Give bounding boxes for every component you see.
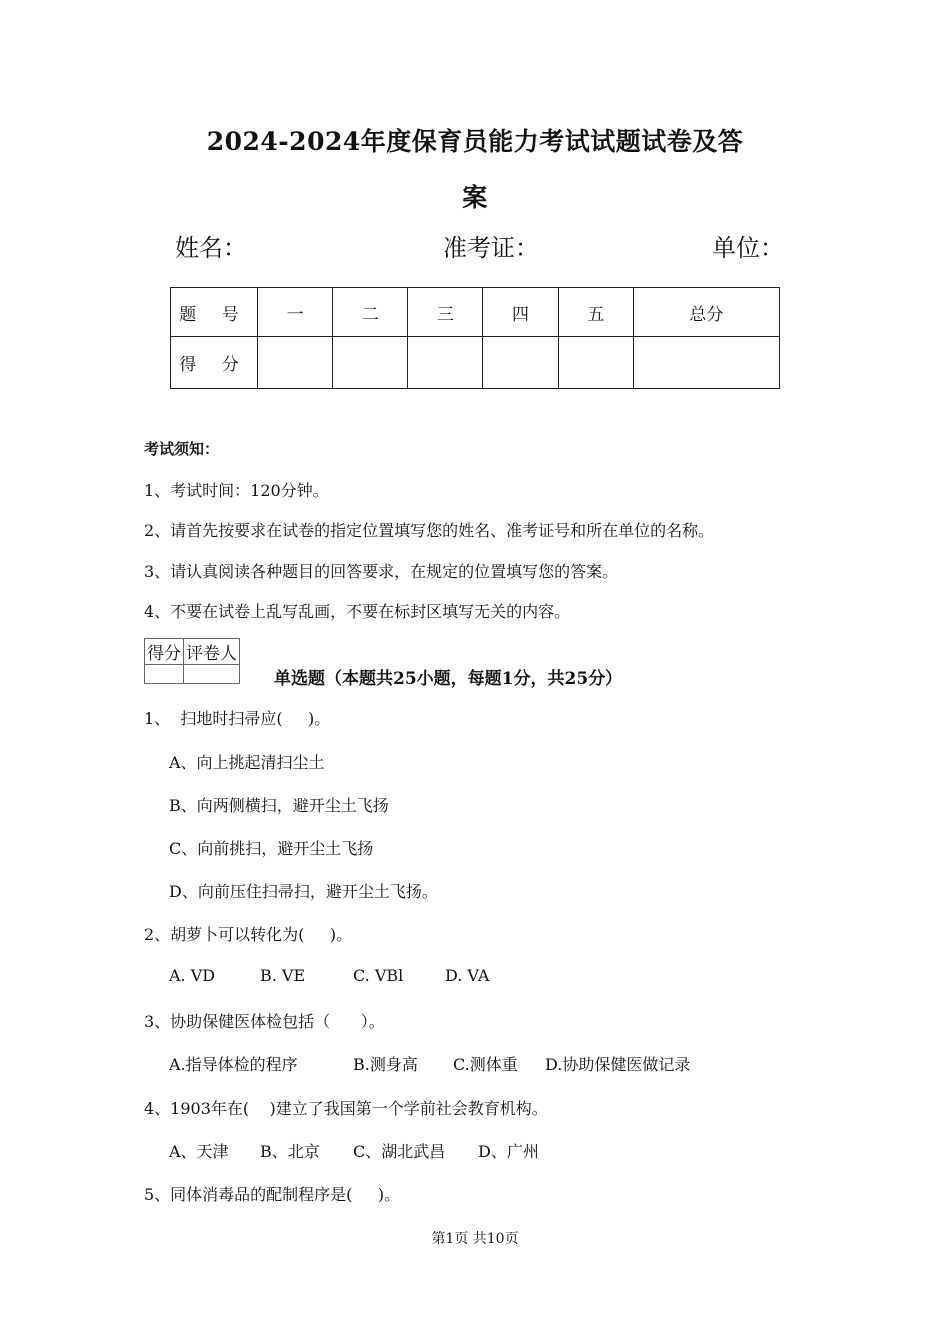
grader-box [144,638,240,684]
question-stem: 5、同体消毒品的配制程序是( )。 [144,1185,401,1204]
document-title-line1: 2024-2024年度保育员能力考试试题试卷及答 [206,127,744,156]
score-header-cell: 总分 [633,288,779,337]
option-b: B、北京 [260,1142,320,1161]
page-footer: 第1页 共10页 [431,1231,519,1247]
document-title-line2: 案 [462,183,488,212]
grader-name-cell[interactable] [184,665,240,684]
notice-item: 4、不要在试卷上乱写乱画，不要在标封区填写无关的内容。 [144,602,571,621]
option-a: A、向上挑起清扫尘土 [169,753,325,772]
option-b: B.测身高 [353,1055,418,1074]
name-field-label: 姓名： [175,234,247,262]
notice-item: 2、请首先按要求在试卷的指定位置填写您的姓名、准考证号和所在单位的名称。 [144,521,715,540]
notice-item: 3、请认真阅读各种题目的回答要求，在规定的位置填写您的答案。 [144,562,619,581]
notice-item: 1、考试时间：120分钟。 [144,481,329,500]
score-table [170,287,780,389]
section-title: 单选题（本题共25小题，每题1分，共25分） [274,669,623,689]
exam-id-field-label: 准考证： [443,234,539,262]
score-header-cell: 一 [258,288,333,337]
score-cell[interactable] [408,337,483,389]
grader-score-cell[interactable] [145,665,184,684]
option-c: C、向前挑扫，避开尘土飞扬 [169,839,374,858]
option-b: B、向两侧横扫，避开尘土飞扬 [169,796,389,815]
option-d: D. VA [445,966,490,985]
option-a: A.指导体检的程序 [169,1055,298,1074]
option-c: C、湖北武昌 [353,1142,446,1161]
score-cell[interactable] [483,337,558,389]
option-b: B. VE [260,966,306,985]
score-header-cell: 五 [558,288,633,337]
score-label: 得 分 [171,337,258,389]
notice-heading: 考试须知： [144,440,220,458]
option-c: C. VBl [353,966,404,985]
score-cell[interactable] [258,337,333,389]
grader-score-label: 得分 [145,639,184,665]
option-a: A、天津 [169,1142,229,1161]
score-table-header-row [171,288,780,337]
question-number-label: 题 号 [171,288,258,337]
score-header-cell: 三 [408,288,483,337]
option-a: A. VD [169,966,216,985]
score-cell[interactable] [558,337,633,389]
question-stem: 1、 扫地时扫帚应( )。 [144,709,331,728]
score-table-score-row [171,337,780,389]
question-stem: 4、1903年在( )建立了我国第一个学前社会教育机构。 [144,1099,548,1118]
option-d: D、广州 [478,1142,539,1161]
score-cell[interactable] [633,337,779,389]
option-c: C.测体重 [453,1055,518,1074]
question-stem: 3、协助保健医体检包括（ ）。 [144,1012,385,1031]
question-stem: 2、胡萝卜可以转化为( )。 [144,925,353,944]
score-cell[interactable] [333,337,408,389]
score-header-cell: 四 [483,288,558,337]
grader-name-label: 评卷人 [184,639,240,665]
unit-field-label: 单位： [712,234,784,262]
score-header-cell: 二 [333,288,408,337]
option-d: D、向前压住扫帚扫，避开尘土飞扬。 [169,882,438,901]
option-d: D.协助保健医做记录 [545,1055,691,1074]
